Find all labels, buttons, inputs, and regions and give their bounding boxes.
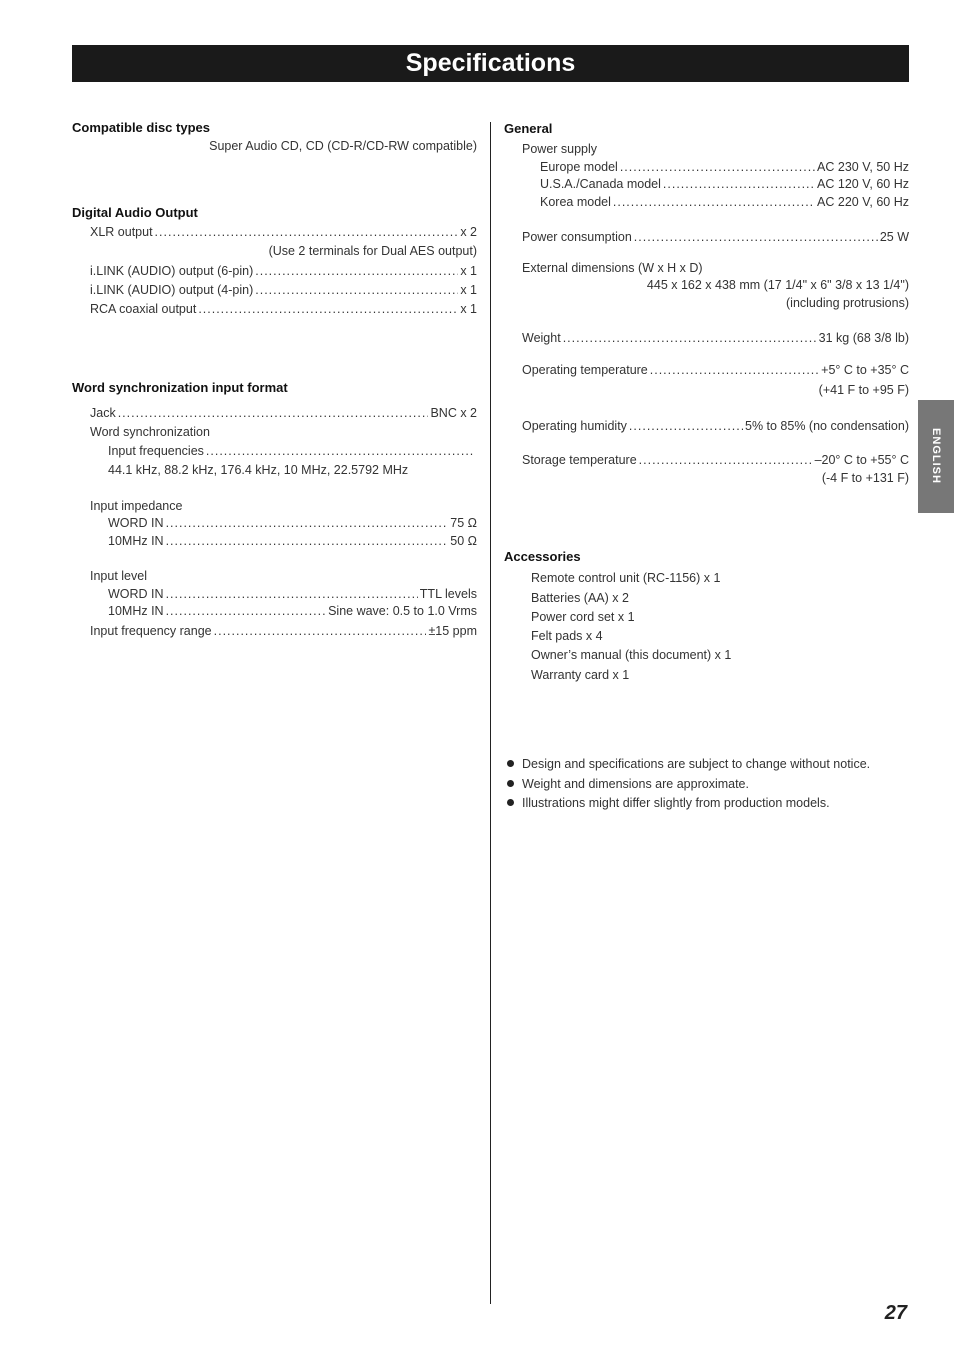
europe-label: Europe model [540,160,618,174]
impedance-label: Input impedance [90,499,183,513]
storage-row [522,452,909,468]
optemp-value: +5° C to +35° C [821,363,909,377]
ilink4-row [90,282,477,298]
xlr-note: (Use 2 terminals for Dual AES output) [268,244,477,258]
leader-dots [118,405,429,421]
korea-row [540,194,909,210]
bullet-icon [507,760,514,767]
compatible-heading: Compatible disc types [72,120,210,135]
dims-label: External dimensions (W x H x D) [522,261,703,275]
dims-note: (including protrusions) [786,296,909,310]
leader-dots [198,301,458,317]
leader-dots [166,533,449,549]
accessory-item: Owner’s manual (this document) x 1 [531,648,732,662]
lvl-10m-label: 10MHz IN [108,604,164,618]
leader-dots [634,229,878,245]
leader-dots [629,418,743,434]
ilink4-label: i.LINK (AUDIO) output (4-pin) [90,283,254,297]
accessory-item: Batteries (AA) x 2 [531,591,629,605]
optemp-note: (+41 F to +95 F) [818,383,909,397]
leader-dots [166,586,418,602]
freq-values: 44.1 kHz, 88.2 kHz, 176.4 kHz, 10 MHz, 22.5792 MHz [108,463,409,477]
xlr-label: XLR output [90,225,153,239]
bullet-icon [507,799,514,806]
note-item [507,795,830,811]
usa-row [540,176,909,192]
note-text: Illustrations might differ slightly from production models. [522,796,830,810]
usa-value: AC 120 V, 60 Hz [817,177,909,191]
digital-out-heading: Digital Audio Output [72,205,198,220]
compatible-value: Super Audio CD, CD (CD-R/CD-RW compatible) [209,139,477,153]
ilink6-row [90,263,477,279]
column-divider [490,122,491,1304]
lvl-word-row [108,586,477,602]
accessories-heading: Accessories [504,549,581,564]
language-tab [918,400,954,513]
weight-value: 31 kg (68 3/8 lb) [818,331,909,345]
korea-value: AC 220 V, 60 Hz [817,195,909,209]
rca-value: x 1 [460,302,477,316]
note-item [507,776,749,792]
leader-dots [166,515,449,531]
europe-row [540,159,909,175]
lvl-10m-value: Sine wave: 0.5 to 1.0 Vrms [328,604,477,618]
imp-10m-label: 10MHz IN [108,534,164,548]
power-supply-label: Power supply [522,142,598,156]
imp-10m-row [108,533,477,549]
ilink6-value: x 1 [460,264,477,278]
freq-label: Input frequencies [108,444,204,458]
accessory-item: Power cord set x 1 [531,610,635,624]
imp-word-label: WORD IN [108,516,164,530]
page-title: Specifications [72,45,909,82]
ilink4-value: x 1 [460,283,477,297]
xlr-row [90,224,477,240]
imp-word-row [108,515,477,531]
leader-dots [155,224,459,240]
consumption-value: 25 W [879,230,909,244]
storage-value: –20° C to +55° C [814,453,909,467]
range-row [90,623,477,639]
lvl-word-value: TTL levels [419,587,477,601]
leader-dots [613,194,815,210]
leader-dots [620,159,815,175]
leader-dots [214,623,427,639]
ilink6-label: i.LINK (AUDIO) output (6-pin) [90,264,254,278]
consumption-label: Power consumption [522,230,632,244]
leader-dots [663,176,815,192]
usa-label: U.S.A./Canada model [540,177,661,191]
leader-dots [166,603,327,619]
leader-dots [650,362,819,378]
bullet-icon [507,780,514,787]
imp-word-value: 75 Ω [450,516,477,530]
optemp-label: Operating temperature [522,363,648,377]
word-sync-label: Word synchronization [90,425,210,439]
xlr-value: x 2 [460,225,477,239]
lvl-word-label: WORD IN [108,587,164,601]
jack-value: BNC x 2 [430,406,477,420]
level-label: Input level [90,569,147,583]
humidity-label: Operating humidity [522,419,627,433]
note-item [507,756,870,772]
lvl-10m-row [108,603,477,619]
leader-dots [255,282,458,298]
europe-value: AC 230 V, 50 Hz [817,160,909,174]
storage-label: Storage temperature [522,453,637,467]
leader-dots [563,330,817,346]
note-text: Design and specifications are subject to change without notice. [522,757,871,771]
note-text: Weight and dimensions are approximate. [522,777,749,791]
weight-label: Weight [522,331,561,345]
weight-row [522,330,909,346]
page-number: 27 [884,1302,907,1324]
rca-label: RCA coaxial output [90,302,197,316]
leader-dots [255,263,458,279]
imp-10m-value: 50 Ω [450,534,477,548]
range-label: Input frequency range [90,624,212,638]
leader-dots [639,452,813,468]
consumption-row [522,229,909,245]
dims-value: 445 x 162 x 438 mm (17 1/4" x 6" 3/8 x 13 1/4") [646,278,909,292]
optemp-row [522,362,909,378]
language-tab-label: ENGLISH [930,428,942,484]
korea-label: Korea model [540,195,611,209]
accessory-item: Warranty card x 1 [531,668,630,682]
humidity-value: 5% to 85% (no condensation) [745,419,909,433]
range-value: ±15 ppm [428,624,477,638]
humidity-row [522,418,909,434]
storage-note: (-4 F to +131 F) [821,471,909,485]
accessory-item: Felt pads x 4 [531,629,603,643]
accessory-item: Remote control unit (RC-1156) x 1 [531,571,721,585]
jack-label: Jack [90,406,116,420]
jack-row [90,405,477,421]
general-heading: General [504,121,553,136]
leader-dots [206,443,475,459]
freq-row [108,443,477,459]
word-sync-heading: Word synchronization input format [72,380,288,395]
rca-row [90,301,477,317]
